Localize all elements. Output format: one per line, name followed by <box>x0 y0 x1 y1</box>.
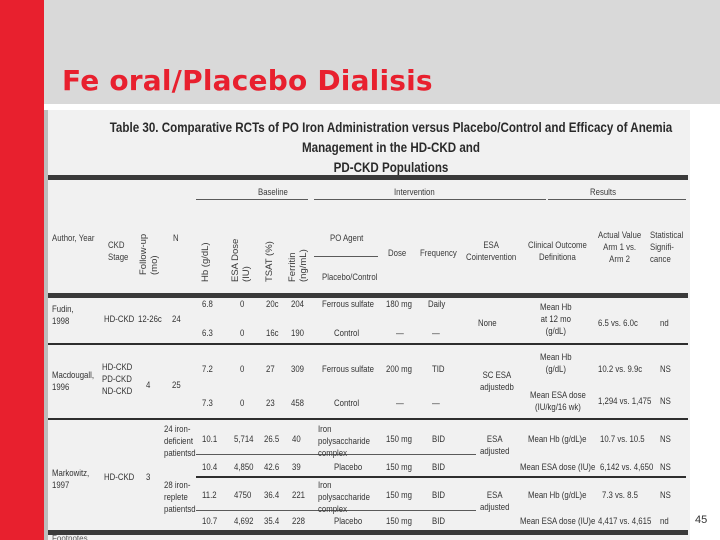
cell: 16c <box>266 328 279 339</box>
macdougall-sig-hb: NS <box>660 364 671 375</box>
cell: BID <box>432 490 445 501</box>
cell: 27 <box>266 364 275 375</box>
cell: 228 <box>292 516 306 527</box>
cell: 200 mg <box>386 364 412 375</box>
cell: 0 <box>240 299 245 310</box>
cell: 309 <box>291 364 305 375</box>
header-tsat: TSAT (%) <box>264 241 275 282</box>
cell: 150 mg <box>386 490 412 501</box>
footnotes-label: Footnotes <box>52 534 88 540</box>
markowitz-sig-2: NS <box>660 462 671 473</box>
header-outcome: Clinical Outcome Definitiona <box>528 240 587 263</box>
markowitz-outcome-4: Mean ESA dose (IU)e <box>520 516 596 527</box>
header-dose: Dose <box>388 248 407 259</box>
table-title <box>96 118 686 178</box>
cell: 4,692 <box>234 516 254 527</box>
header-po-agent: PO Agent <box>330 233 364 244</box>
group-intervention: Intervention <box>394 187 435 198</box>
macdougall-author: Macdougall, 1996 <box>52 370 95 393</box>
cell: — <box>432 398 440 409</box>
markowitz-actual-1: 10.7 vs. 10.5 <box>600 434 645 445</box>
cell: Ferrous sulfate <box>322 299 374 310</box>
header-frequency: Frequency <box>420 248 457 259</box>
header-actual-value: Actual Value Arm 1 vs. Arm 2 <box>598 230 642 265</box>
fudin-significance: nd <box>660 318 669 329</box>
cell: 0 <box>240 364 245 375</box>
cell: 35.4 <box>264 516 280 527</box>
markowitz-esa-2: ESA adjusted <box>480 490 510 513</box>
cell: 204 <box>291 299 305 310</box>
cell: Control <box>334 398 360 409</box>
markowitz-outcome-2: Mean ESA dose (IU)e <box>520 462 596 473</box>
rule-intervention <box>314 199 546 200</box>
macdougall-outcome-esa: Mean ESA dose (IU/kg/16 wk) <box>530 390 586 413</box>
rule-agent-split <box>314 256 378 257</box>
slide-title: Fe oral/Placebo Dialisis <box>62 64 433 97</box>
cell: Placebo <box>334 516 363 527</box>
cell: 26.5 <box>264 434 280 445</box>
rule-header-bottom <box>48 293 688 298</box>
markowitz-group-2: 28 iron- replete patientsd <box>164 480 196 515</box>
cell: 5,714 <box>234 434 254 445</box>
header-n: N <box>173 233 179 244</box>
header-esa-cointervention: ESA Cointervention <box>466 240 517 263</box>
cell: Control <box>334 328 360 339</box>
markowitz-sig-1: NS <box>660 434 671 445</box>
markowitz-group-1: 24 iron- deficient patientsd <box>164 424 196 459</box>
header-followup: Follow-up (mo) <box>138 233 160 275</box>
cell: BID <box>432 462 445 473</box>
cell: — <box>396 328 404 339</box>
macdougall-actual-esa: 1,294 vs. 1,475 <box>598 396 652 407</box>
cell: BID <box>432 516 445 527</box>
cell: BID <box>432 434 445 445</box>
cell: 11.2 <box>202 490 217 501</box>
markowitz-outcome-3: Mean Hb (g/dL)e <box>528 490 587 501</box>
cell: 10.4 <box>202 462 218 473</box>
group-baseline: Baseline <box>258 187 288 198</box>
cell: 7.3 <box>202 398 213 409</box>
markowitz-esa-1: ESA adjusted <box>480 434 510 457</box>
rule-baseline <box>196 199 308 200</box>
header-ckd-stage: CKD Stage <box>108 240 129 263</box>
markowitz-actual-4: 4,417 vs. 4,615 <box>598 516 652 527</box>
rule-fudin <box>48 343 688 345</box>
cell: 4,850 <box>234 462 254 473</box>
rule-mark-2 <box>196 476 686 478</box>
macdougall-actual-hb: 10.2 vs. 9.9c <box>598 364 643 375</box>
cell: Daily <box>428 299 446 310</box>
markowitz-stage: HD-CKD <box>104 472 135 483</box>
cell: 10.7 <box>202 516 218 527</box>
macdougall-n: 25 <box>172 380 181 391</box>
table-title-line-2: PD-CKD Populations <box>333 160 449 175</box>
macdougall-esa: SC ESA adjustedb <box>480 370 514 393</box>
page-number: 45 <box>695 514 708 526</box>
fudin-stage: HD-CKD <box>104 314 135 325</box>
fudin-esa: None <box>478 318 497 329</box>
cell: 190 <box>291 328 305 339</box>
markowitz-sig-4: nd <box>660 516 669 527</box>
cell: 39 <box>292 462 301 473</box>
rule-bottom <box>48 530 688 535</box>
fudin-n: 24 <box>172 314 181 325</box>
cell: 4750 <box>234 490 252 501</box>
header-significance: Statistical Signifi- cance <box>650 230 684 265</box>
fudin-outcome: Mean Hb at 12 mo (g/dL) <box>540 302 572 337</box>
markowitz-outcome-1: Mean Hb (g/dL)e <box>528 434 587 445</box>
fudin-author: Fudin, 1998 <box>52 304 74 327</box>
cell: 40 <box>292 434 301 445</box>
cell: 36.4 <box>264 490 280 501</box>
cell: — <box>432 328 440 339</box>
cell: Iron polysaccharide complex <box>318 480 370 515</box>
cell: 0 <box>240 398 245 409</box>
macdougall-followup: 4 <box>146 380 151 391</box>
cell: Placebo <box>334 462 363 473</box>
fudin-followup: 12-26c <box>138 314 162 325</box>
cell: 150 mg <box>386 462 412 473</box>
header-esa-dose: ESA Dose (IU) <box>230 238 252 282</box>
group-results: Results <box>590 187 616 198</box>
cell: Iron polysaccharide complex <box>318 424 370 459</box>
cell: 6.8 <box>202 299 213 310</box>
cell: 150 mg <box>386 434 412 445</box>
rule-results <box>548 199 686 200</box>
rule-macdougall <box>48 418 688 420</box>
macdougall-outcome-hb: Mean Hb (g/dL) <box>540 352 572 375</box>
table-title-line-1: Table 30. Comparative RCTs of PO Iron Administration versus Placebo/Control and Efficacy of Anemia Management in the HD-CKD and <box>109 120 673 155</box>
cell: — <box>396 398 404 409</box>
header-placebo-control: Placebo/Control <box>322 272 378 283</box>
cell: 10.1 <box>202 434 218 445</box>
cell: 458 <box>291 398 305 409</box>
cell: 42.6 <box>264 462 280 473</box>
cell: 7.2 <box>202 364 213 375</box>
macdougall-stages: HD-CKD PD-CKD ND-CKD <box>102 362 133 397</box>
header-author: Author, Year <box>52 233 95 244</box>
cell: Ferrous sulfate <box>322 364 374 375</box>
fudin-actual: 6.5 vs. 6.0c <box>598 318 638 329</box>
cell: 6.3 <box>202 328 213 339</box>
cell: 221 <box>292 490 306 501</box>
accent-bar <box>0 0 44 540</box>
cell: 23 <box>266 398 275 409</box>
cell: 180 mg <box>386 299 412 310</box>
markowitz-author: Markowitz, 1997 <box>52 468 90 491</box>
cell: TID <box>432 364 445 375</box>
header-ferritin: Ferritin (ng/mL) <box>287 249 309 282</box>
cell: 150 mg <box>386 516 412 527</box>
markowitz-actual-2: 6,142 vs. 4,650 <box>600 462 654 473</box>
rule-top <box>48 175 688 180</box>
cell: 0 <box>240 328 245 339</box>
markowitz-actual-3: 7.3 vs. 8.5 <box>602 490 638 501</box>
header-hb: Hb (g/dL) <box>200 242 211 282</box>
cell: 20c <box>266 299 279 310</box>
markowitz-followup: 3 <box>146 472 151 483</box>
macdougall-sig-esa: NS <box>660 396 671 407</box>
markowitz-sig-3: NS <box>660 490 671 501</box>
